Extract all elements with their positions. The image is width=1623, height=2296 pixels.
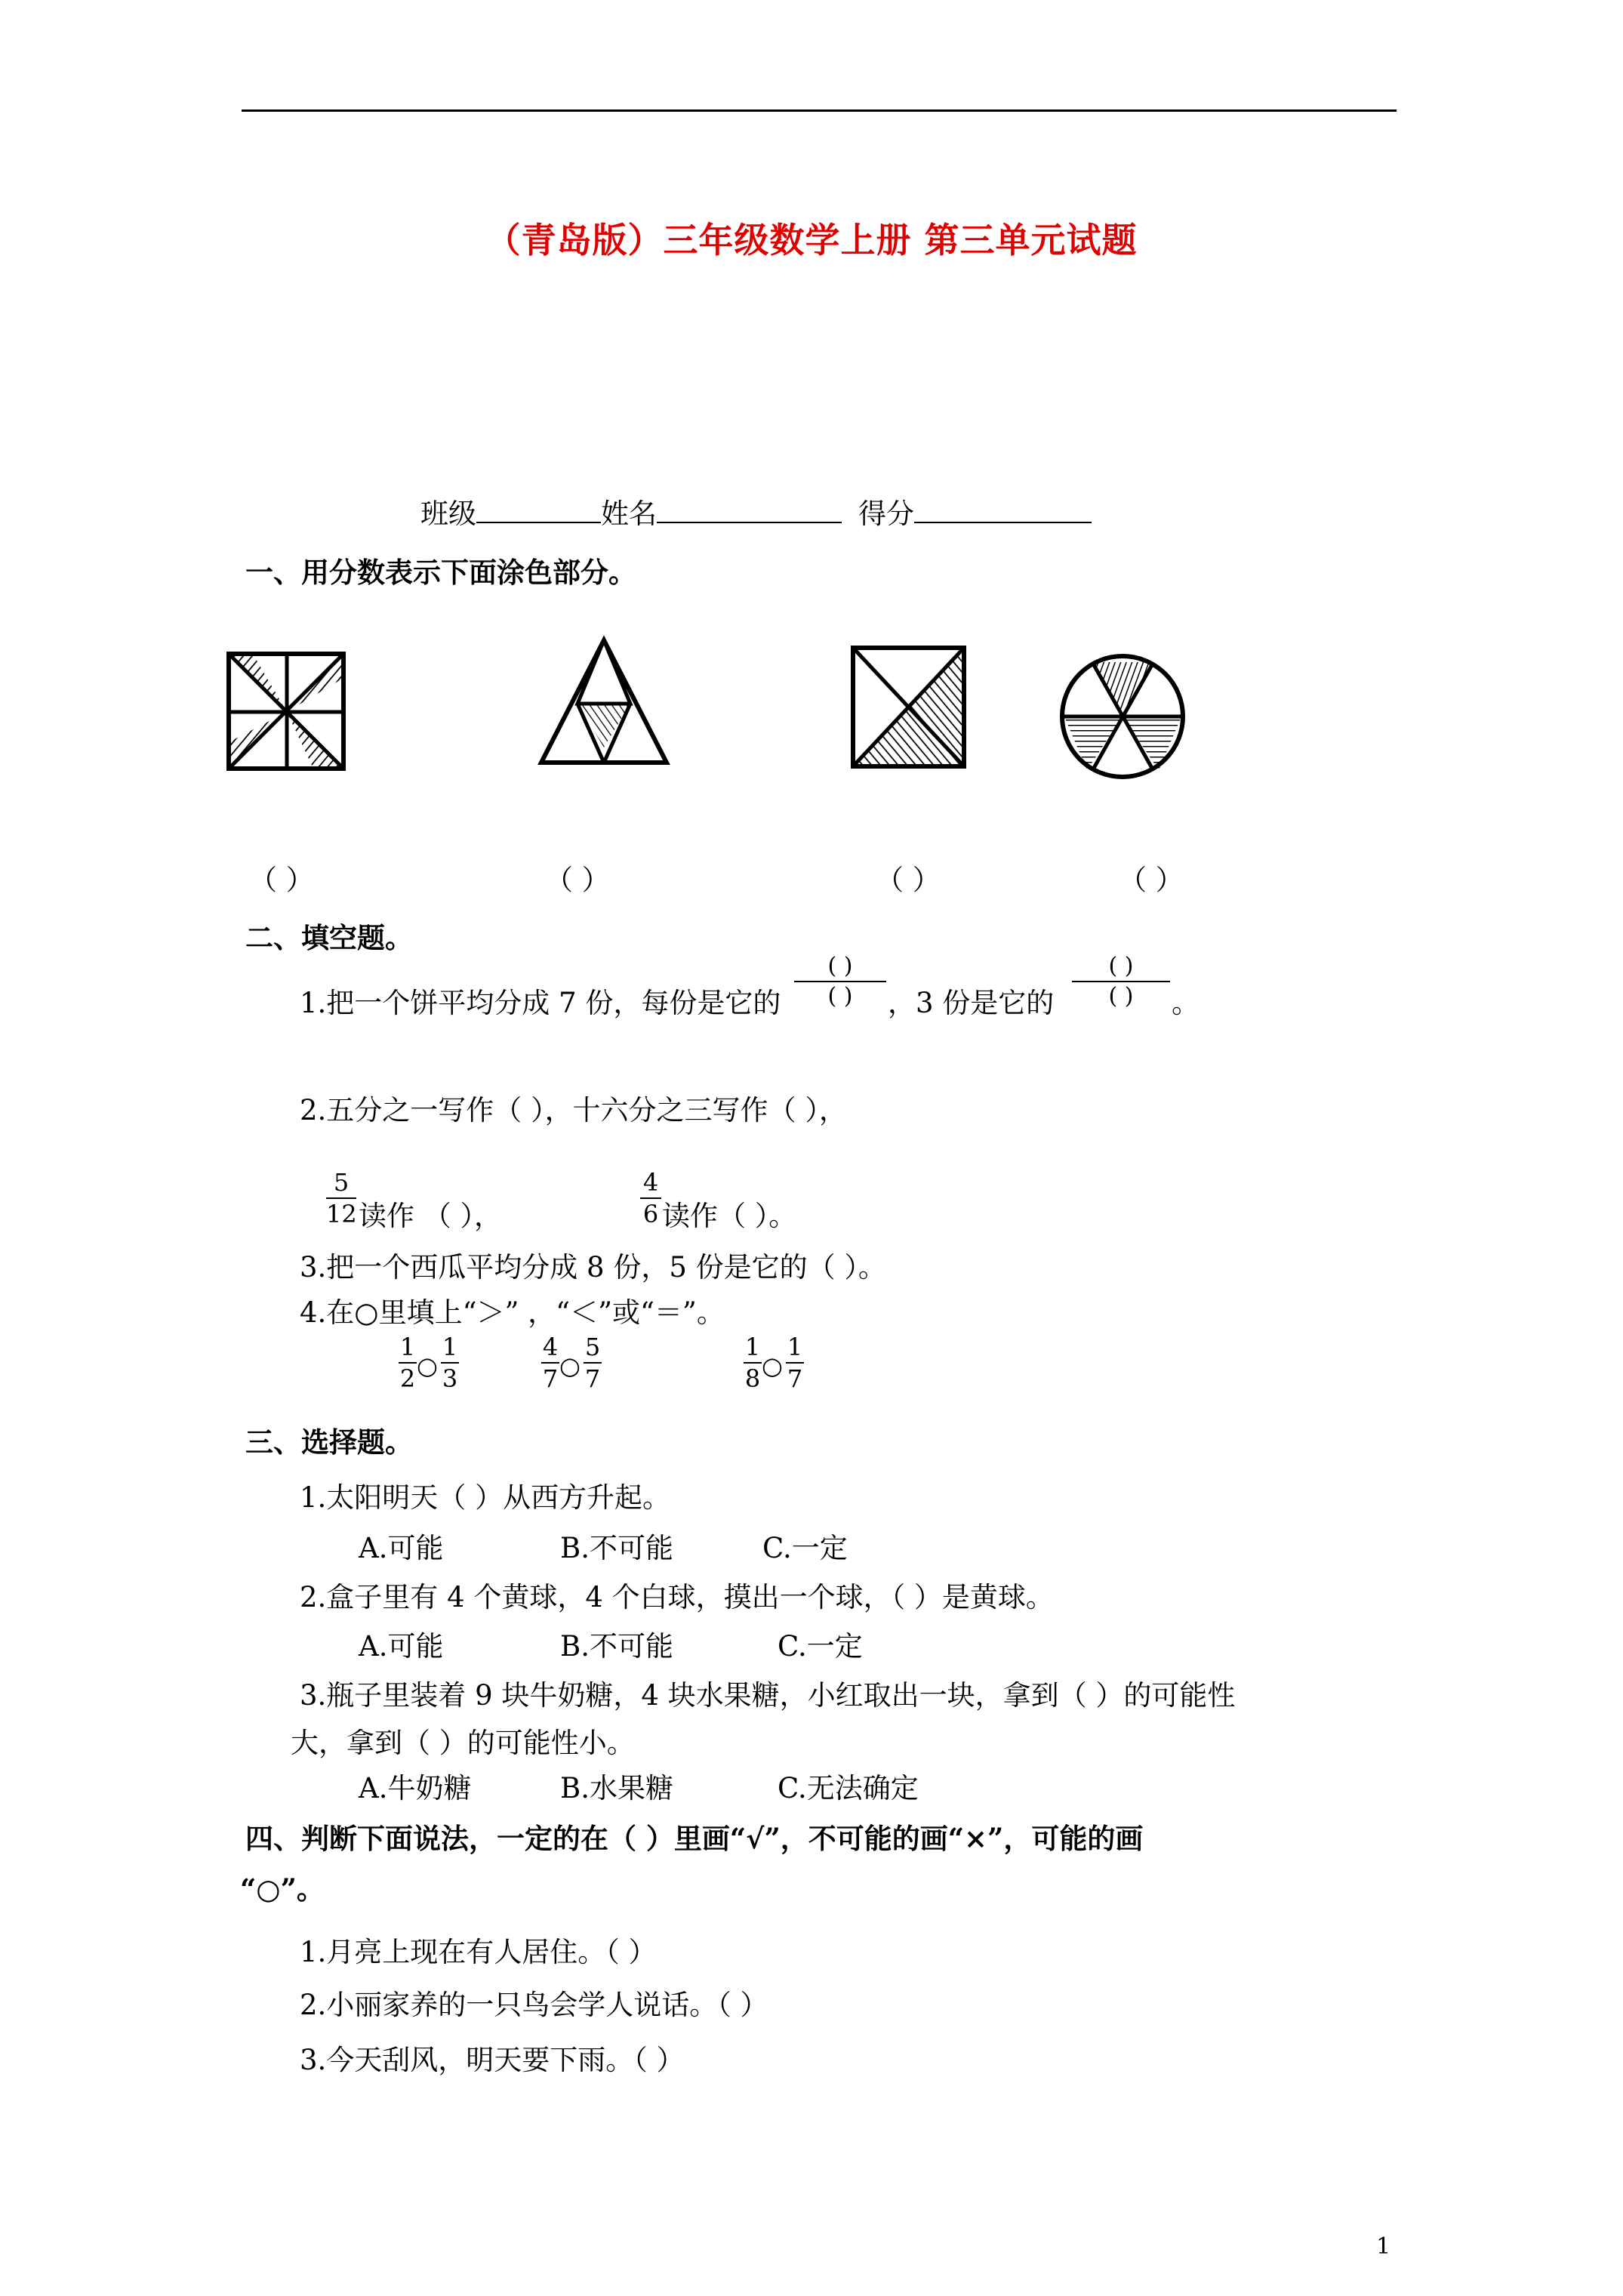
frac-num: 4 — [642, 1168, 659, 1197]
compare-2-right — [584, 1335, 602, 1391]
s2-q1-text-b: ，3 份是它的 — [888, 987, 1055, 1019]
s2-q2-text-c: 读作（ ）。 — [662, 1200, 797, 1232]
s2-q1-frac-blank-2[interactable] — [1072, 955, 1170, 1008]
frac-num: 1 — [744, 1333, 761, 1361]
frac-num: 5 — [333, 1168, 350, 1197]
s3-q2-opt-a[interactable]: A.可能 — [359, 1630, 444, 1663]
frac-den-blank[interactable]: ( ) — [827, 983, 853, 1009]
s3-q3-opt-b[interactable]: B.水果糖 — [560, 1772, 673, 1804]
s3-q2-text: 2.盒子里有 4 个黄球，4 个白球，摸出一个球，（ ）是黄球。 — [300, 1581, 1054, 1613]
frac-den: 6 — [642, 1200, 659, 1228]
triangle-subdivided-figure — [532, 634, 676, 770]
compare-1-circle[interactable]: ○ — [417, 1351, 438, 1380]
s2-q1-frac-blank-1[interactable] — [794, 955, 886, 1008]
name-label: 姓名 — [601, 498, 657, 530]
s4-q3-text: 3.今天刮风，明天要下雨。（ ） — [300, 2044, 685, 2076]
square-pinwheel-figure — [223, 648, 351, 776]
answer-slot-2[interactable]: （ ） — [545, 864, 610, 896]
section4-heading-line1: 四、判断下面说法，一定的在（ ）里画“√”，不可能的画“×”，可能的画 — [245, 1822, 1144, 1855]
compare-3-left — [744, 1335, 762, 1391]
circle-sectors-figure — [1057, 651, 1189, 783]
s3-q1-opt-b[interactable]: B.不可能 — [560, 1532, 673, 1564]
s2-q4-text: 4.在○里填上“＞” ，“＜”或“＝”。 — [300, 1296, 725, 1329]
section3-heading: 三、选择题。 — [245, 1425, 413, 1459]
s4-q2-text: 2.小丽家养的一只鸟会学人说话。（ ） — [300, 1989, 768, 2021]
s3-q2-opt-b[interactable]: B.不可能 — [560, 1630, 673, 1663]
s2-q3-text: 3.把一个西瓜平均分成 8 份，5 份是它的（ ）。 — [300, 1251, 886, 1284]
fraction-4-6 — [640, 1170, 661, 1226]
compare-3-right — [786, 1335, 804, 1391]
section4-heading-line2: “○”。 — [240, 1872, 325, 1906]
class-label: 班级 — [420, 498, 476, 530]
frac-num: 1 — [442, 1333, 458, 1361]
answer-slot-3[interactable]: （ ） — [876, 864, 941, 896]
name-blank[interactable] — [657, 496, 842, 523]
fraction-5-12 — [326, 1170, 356, 1226]
frac-den-blank[interactable]: ( ) — [1108, 983, 1134, 1009]
page-title: （青岛版）三年级数学上册 第三单元试题 — [485, 220, 1138, 260]
score-label: 得分 — [858, 498, 914, 530]
compare-2-left — [541, 1335, 559, 1391]
s4-q1-text: 1.月亮上现在有人居住。（ ） — [300, 1936, 657, 1968]
frac-den: 12 — [326, 1200, 357, 1228]
frac-den: 8 — [744, 1364, 761, 1393]
frac-den: 7 — [542, 1364, 559, 1393]
square-diagonals-figure — [847, 642, 972, 774]
s2-q1-text-c: 。 — [1172, 987, 1200, 1019]
class-blank[interactable] — [476, 496, 601, 523]
s3-q3-opt-c[interactable]: C.无法确定 — [778, 1772, 919, 1804]
s3-q3-opt-a[interactable]: A.牛奶糖 — [359, 1772, 472, 1804]
answer-slot-1[interactable]: （ ） — [249, 864, 314, 896]
header-fields — [420, 491, 1092, 532]
s3-q1-opt-a[interactable]: A.可能 — [359, 1532, 444, 1564]
s2-q1-text-a: 1.把一个饼平均分成 7 份，每份是它的 — [300, 987, 781, 1019]
s3-q1-text: 1.太阳明天（ ）从西方升起。 — [300, 1481, 671, 1514]
frac-num: 5 — [584, 1333, 601, 1361]
s2-q2-text-b: 读作 （ ）， — [359, 1200, 503, 1232]
section1-heading: 一、用分数表示下面涂色部分。 — [245, 556, 636, 589]
answer-slot-4[interactable]: （ ） — [1119, 864, 1184, 896]
frac-den: 2 — [399, 1364, 416, 1393]
frac-den: 3 — [442, 1364, 458, 1393]
frac-num-blank[interactable]: ( ) — [1108, 953, 1134, 979]
frac-num: 4 — [542, 1333, 559, 1361]
frac-num: 1 — [787, 1333, 803, 1361]
header-rule — [242, 109, 1397, 112]
compare-2-circle[interactable]: ○ — [559, 1351, 581, 1380]
page-number: 1 — [1376, 2233, 1391, 2260]
frac-den: 7 — [584, 1364, 601, 1393]
s3-q1-opt-c[interactable]: C.一定 — [762, 1532, 848, 1564]
compare-1-left — [399, 1335, 417, 1391]
s2-q2-text-a: 2.五分之一写作（ ），十六分之三写作（ ）， — [300, 1094, 847, 1126]
frac-num: 1 — [399, 1333, 416, 1361]
compare-3-circle[interactable]: ○ — [762, 1351, 783, 1380]
s3-q3-line1: 3.瓶子里装着 9 块牛奶糖，4 块水果糖，小红取出一块，拿到（ ）的可能性 — [300, 1679, 1236, 1712]
s3-q2-opt-c[interactable]: C.一定 — [778, 1630, 863, 1663]
frac-den: 7 — [787, 1364, 803, 1393]
frac-num-blank[interactable]: ( ) — [827, 953, 853, 979]
compare-1-right — [441, 1335, 459, 1391]
section2-heading: 二、填空题。 — [245, 921, 413, 954]
score-blank[interactable] — [914, 496, 1092, 523]
s3-q3-line2: 大，拿到（ ）的可能性小。 — [291, 1727, 635, 1759]
